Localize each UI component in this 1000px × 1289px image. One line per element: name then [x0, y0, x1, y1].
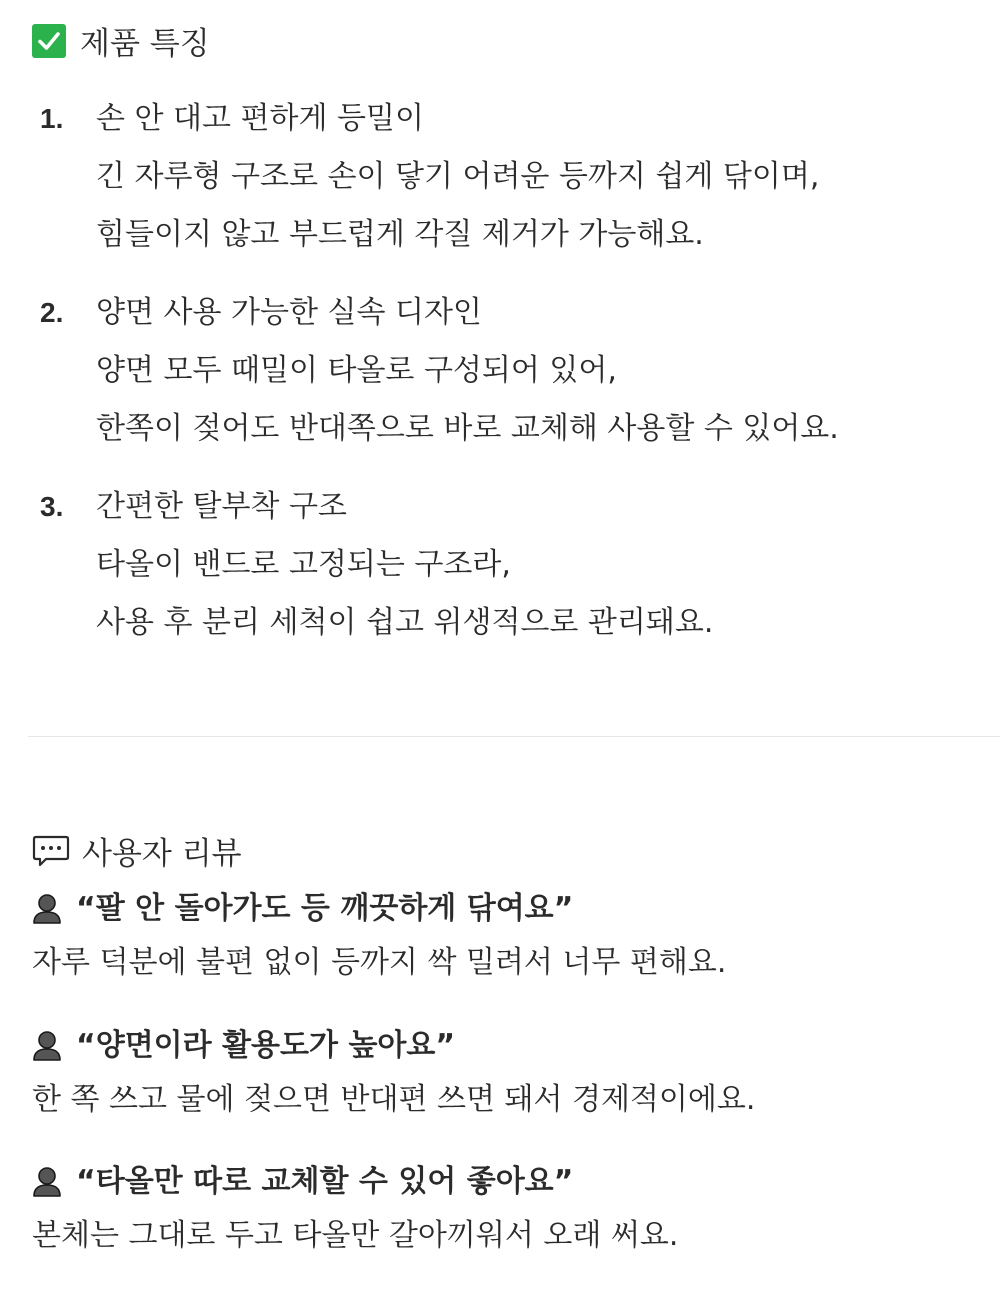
reviews-heading-label: 사용자 리뷰: [82, 836, 242, 872]
review-body: 자루 덕분에 불편 없이 등까지 싹 밀려서 너무 편해요.: [32, 945, 727, 980]
speech-balloon-icon: [32, 834, 70, 868]
reviews-heading: [32, 828, 242, 873]
feature-number: 3.: [40, 491, 64, 522]
person-silhouette-icon: [32, 1166, 62, 1198]
review-body: 본체는 그대로 두고 타올만 갈아끼워서 오래 써요.: [32, 1218, 679, 1253]
feature-title: 손 안 대고 편하게 등밀이: [96, 101, 424, 136]
person-silhouette-icon: [32, 1030, 62, 1062]
feature-item: [40, 90, 980, 264]
feature-description-line: 양면 모두 때밀이 타올로 구성되어 있어,: [96, 353, 617, 388]
feature-title: 간편한 탈부착 구조: [96, 489, 347, 524]
feature-description-line: 한쪽이 젖어도 반대쪽으로 바로 교체해 사용할 수 있어요.: [96, 411, 839, 446]
feature-item: [40, 284, 980, 458]
feature-description-line: 사용 후 분리 세척이 쉽고 위생적으로 관리돼요.: [96, 605, 714, 640]
section-divider: [28, 736, 1000, 737]
feature-title: 양면 사용 가능한 실속 디자인: [96, 295, 482, 330]
feature-description-line: 힘들이지 않고 부드럽게 각질 제거가 가능해요.: [96, 217, 704, 252]
features-heading-label: 제품 특징: [80, 26, 210, 62]
review-title: “양면이라 활용도가 높아요”: [76, 1028, 456, 1063]
feature-number: 2.: [40, 297, 64, 328]
review-title: “팔 안 돌아가도 등 깨끗하게 닦여요”: [76, 891, 574, 926]
check-mark-icon: [32, 24, 66, 58]
person-silhouette-icon: [32, 893, 62, 925]
review-body: 한 쪽 쓰고 물에 젖으면 반대편 쓰면 돼서 경제적이에요.: [32, 1082, 756, 1117]
feature-description-line: 긴 자루형 구조로 손이 닿기 어려운 등까지 쉽게 닦이며,: [96, 159, 820, 194]
feature-list: [40, 90, 980, 672]
review-title: “타올만 따로 교체할 수 있어 좋아요”: [76, 1164, 574, 1199]
review-item: [32, 1157, 992, 1265]
review-item: [32, 884, 992, 992]
features-heading: [32, 18, 210, 63]
feature-item: [40, 478, 980, 652]
feature-number: 1.: [40, 103, 64, 134]
feature-description-line: 타올이 밴드로 고정되는 구조라,: [96, 547, 511, 582]
review-item: [32, 1021, 992, 1129]
